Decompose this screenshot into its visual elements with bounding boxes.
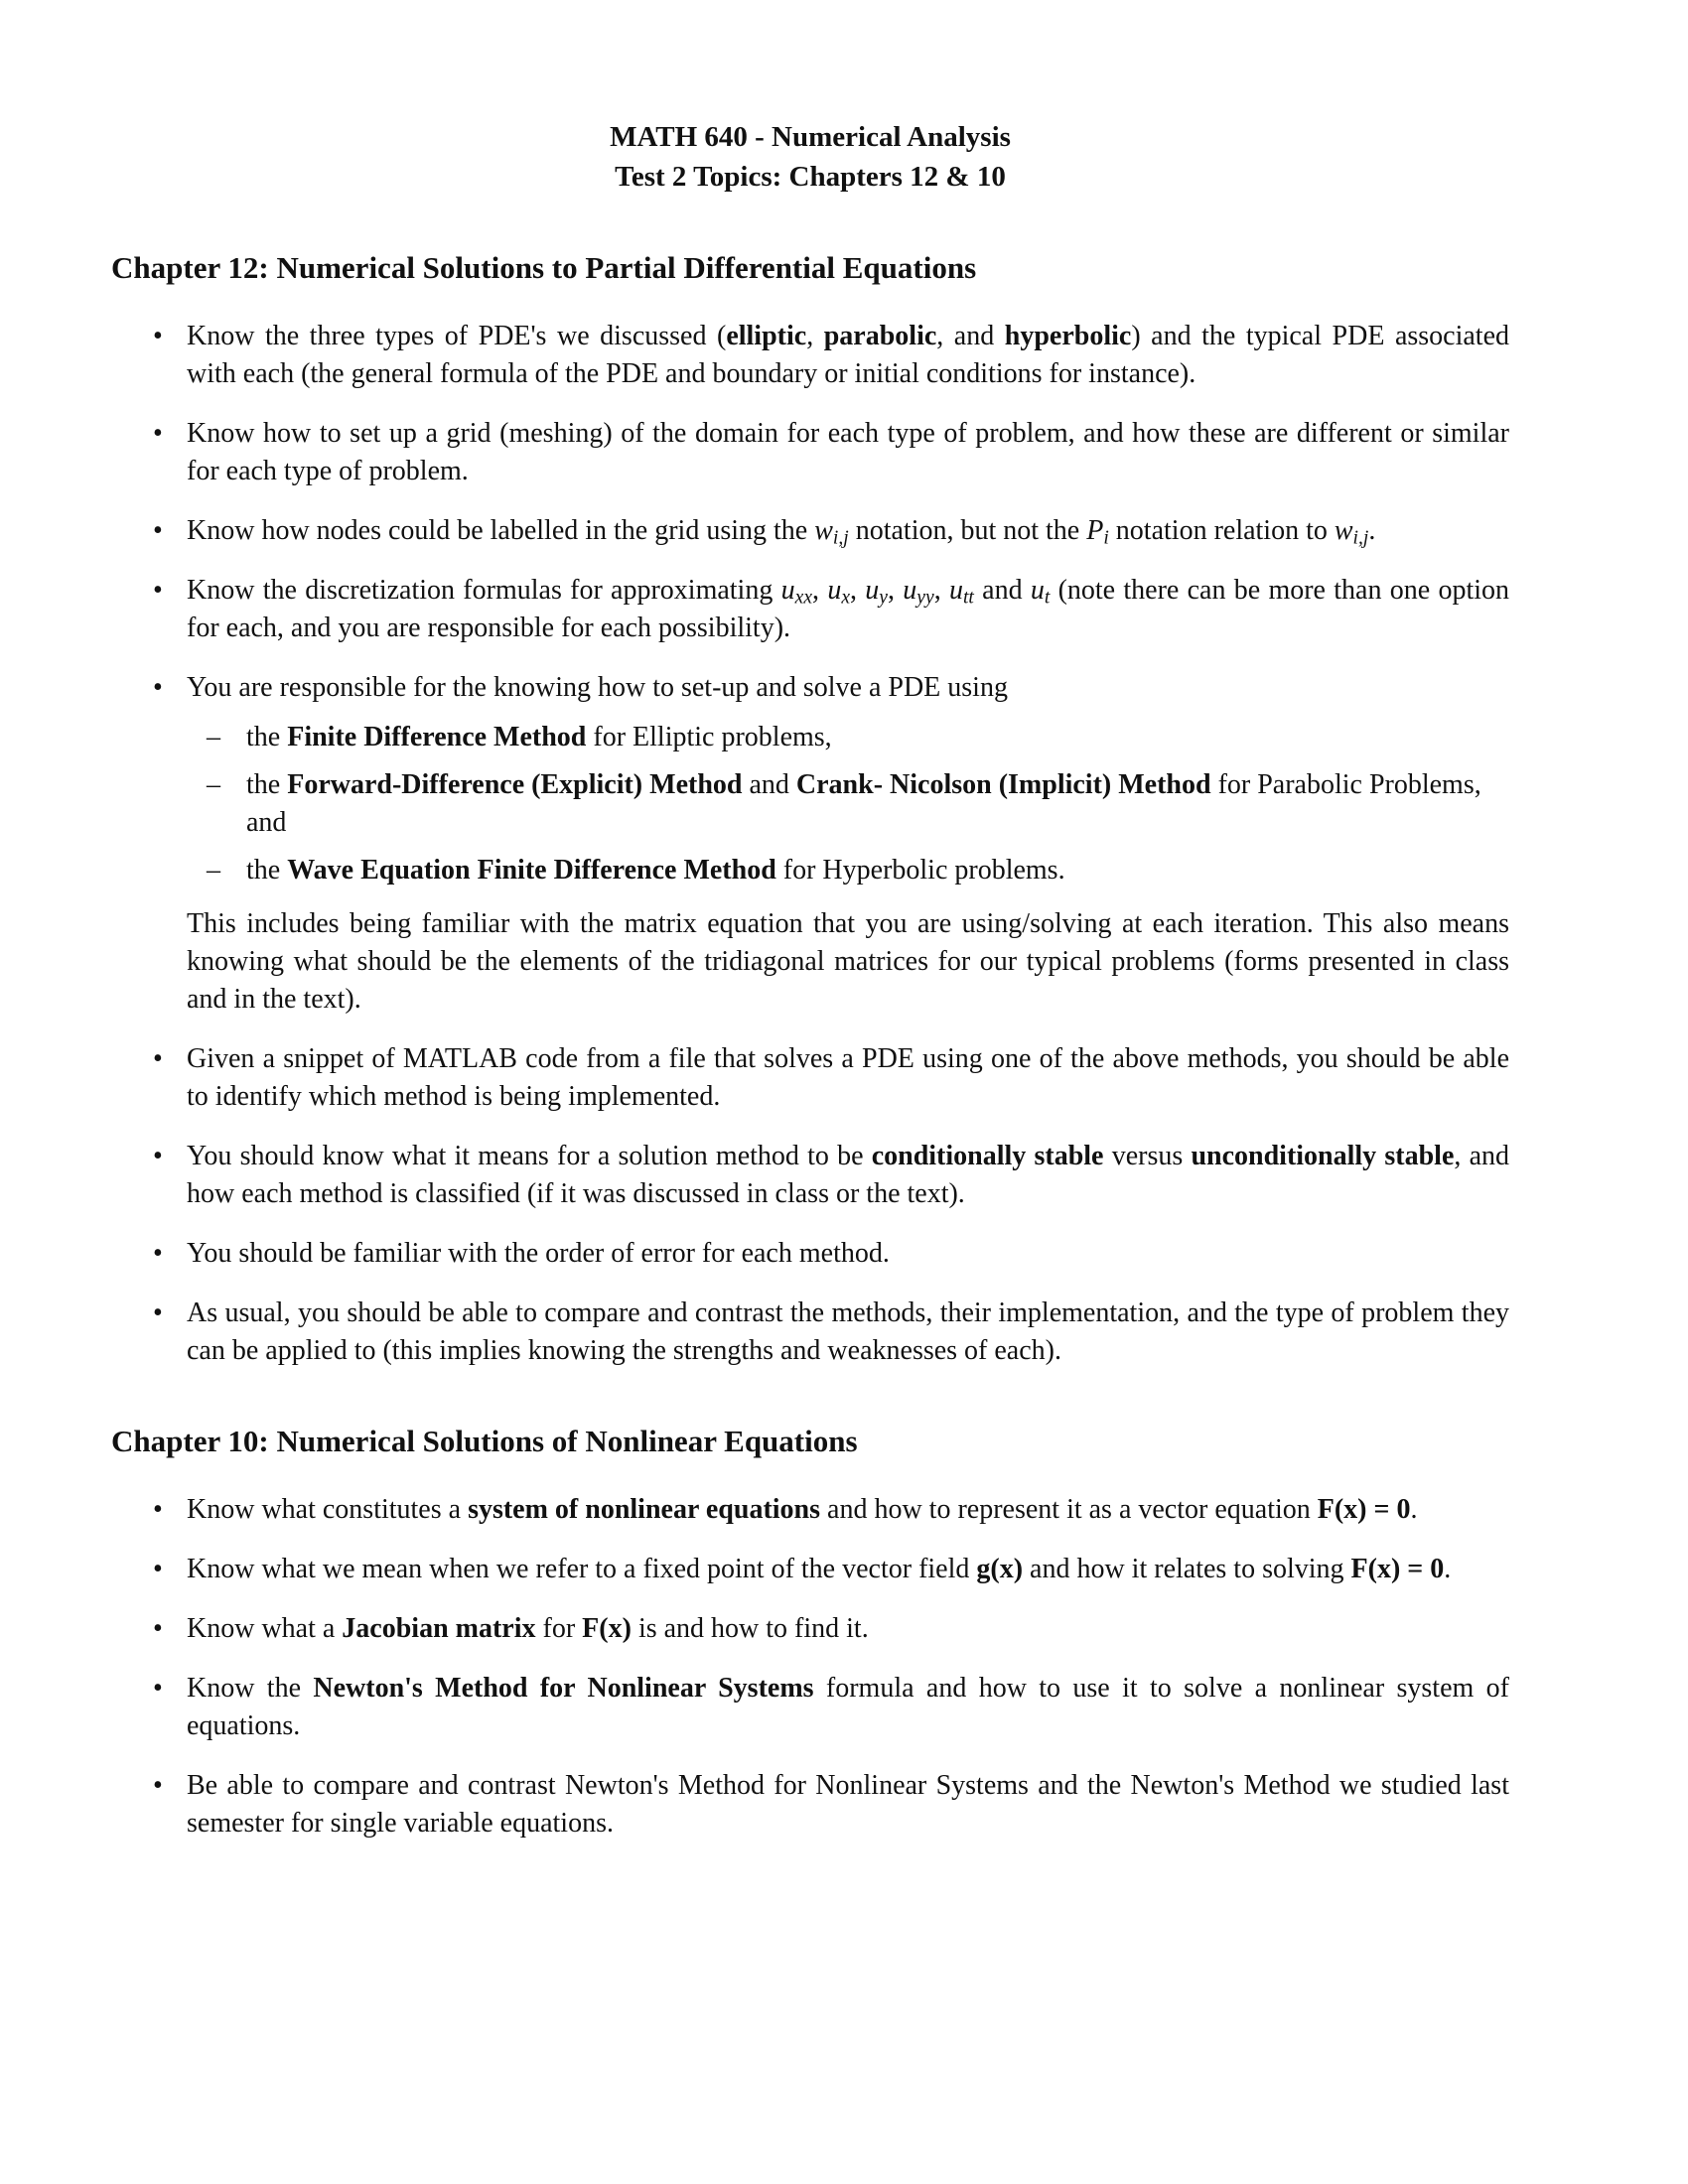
bullet-icon: • <box>153 1238 163 1269</box>
text-run: Know how nodes could be labelled in the grid using the <box>187 515 815 546</box>
text-run: elliptic <box>726 321 807 351</box>
text-run: . <box>1410 1494 1418 1525</box>
topic-item <box>111 1040 1509 1116</box>
text-run: hyperbolic <box>1004 321 1132 351</box>
topic-item <box>111 669 1509 1019</box>
text-run: Wave Equation Finite Difference Method <box>287 855 776 886</box>
topic-item <box>111 1295 1509 1370</box>
text-run: F(x) = 0 <box>1350 1554 1445 1584</box>
text-run: xx <box>794 587 813 609</box>
text-run: for Elliptic problems, <box>586 722 832 752</box>
text-run: , <box>850 575 866 606</box>
text-run: Crank- Nicolson (Implicit) Method <box>795 769 1211 800</box>
text-run: i,j <box>832 527 849 549</box>
text-run: , <box>812 575 828 606</box>
bullet-icon: • <box>153 1613 163 1644</box>
text-run: g(x) <box>976 1554 1024 1584</box>
text-run: y <box>879 587 888 609</box>
section-heading: Chapter 12: Numerical Solutions to Partial Differential Equations <box>111 250 977 285</box>
text-run: u <box>948 575 963 606</box>
topic-text <box>187 669 1509 707</box>
bullet-icon: • <box>153 1141 163 1171</box>
topic-item <box>111 512 1509 550</box>
text-run: As usual, you should be able to compare and contrast the methods, their implementation, and the type of problem they can be applied to (this implies knowing the strengths and weaknesses of each). <box>187 1297 1509 1366</box>
topic-text <box>187 1138 1509 1213</box>
bullet-icon: • <box>153 1297 163 1328</box>
topic-item <box>111 1138 1509 1213</box>
text-run: You should know what it means for a solution method to be <box>187 1141 872 1171</box>
text-run: Finite Difference Method <box>287 722 587 752</box>
text-run: You should be familiar with the order of error for each method. <box>187 1238 890 1269</box>
subtopic-item <box>187 852 1509 889</box>
text-run: notation relation to <box>1108 515 1335 546</box>
dash-icon: – <box>207 769 220 800</box>
text-run: for Hyperbolic problems. <box>775 855 1065 886</box>
text-run: Know what a <box>187 1613 343 1644</box>
text-run: , and how each method is classified (if it was discussed in class or the text). <box>187 1141 1510 1209</box>
text-run: u <box>1030 575 1045 606</box>
text-run: and how it relates to solving <box>1023 1554 1351 1584</box>
topic-item <box>111 1551 1509 1588</box>
text-run: u <box>903 575 917 606</box>
text-run: versus <box>1103 1141 1192 1171</box>
text-run: u <box>780 575 795 606</box>
text-run: w <box>1334 515 1353 546</box>
document-title-line-1: MATH 640 - Numerical Analysis <box>610 121 1011 153</box>
text-run: the <box>246 855 288 886</box>
text-run: parabolic <box>823 321 937 351</box>
section-heading: Chapter 10: Numerical Solutions of Nonlinear Equations <box>111 1424 858 1458</box>
subtopic-list <box>187 719 1509 889</box>
text-run: conditionally stable <box>871 1141 1104 1171</box>
document-body <box>111 248 1509 1843</box>
text-run: , <box>888 575 904 606</box>
text-run: Given a snippet of MATLAB code from a file that solves a PDE using one of the above methods, you should be able to identify which method is being implemented. <box>187 1043 1509 1112</box>
text-run: Know what we mean when we refer to a fixed point of the vector field <box>187 1554 977 1584</box>
topic-text <box>187 512 1509 550</box>
topic-list <box>111 1491 1509 1843</box>
text-run: notation, but not the <box>848 515 1087 546</box>
topic-text <box>187 1235 1509 1273</box>
text-run: tt <box>962 587 974 609</box>
text-run: u <box>865 575 880 606</box>
text-run: w <box>814 515 833 546</box>
text-run: i,j <box>1352 527 1369 549</box>
subtopic-text <box>246 766 1509 842</box>
text-run: Know the discretization formulas for approximating <box>187 575 781 606</box>
subtopic-item <box>187 719 1509 756</box>
subtopic-text <box>246 852 1509 889</box>
text-run: Know what constitutes a <box>187 1494 469 1525</box>
topic-text <box>187 1767 1509 1843</box>
topic-list <box>111 318 1509 1370</box>
topic-item <box>111 1767 1509 1843</box>
bullet-icon: • <box>153 1770 163 1801</box>
topic-item <box>111 572 1509 647</box>
text-run: Jacobian matrix <box>342 1613 536 1644</box>
topic-item <box>111 318 1509 393</box>
dash-icon: – <box>207 855 220 886</box>
text-run: u <box>827 575 842 606</box>
text-run: the <box>246 722 288 752</box>
text-run: and <box>742 769 796 800</box>
text-run: x <box>841 587 851 609</box>
topic-text <box>187 415 1509 490</box>
document-header <box>111 117 1509 197</box>
topic-item <box>111 1610 1509 1648</box>
text-run: Newton's Method for Nonlinear Systems <box>313 1673 814 1704</box>
text-run: i <box>1103 527 1109 549</box>
text-run: Be able to compare and contrast Newton's Method for Nonlinear Systems and the Newton's Method we studied last semester for single variable equations. <box>187 1770 1509 1839</box>
text-run: F(x) <box>582 1613 632 1644</box>
text-run: formula and how to use it to solve a nonlinear system of equations. <box>187 1673 1509 1741</box>
bullet-icon: • <box>153 1494 163 1525</box>
text-run: and <box>973 575 1031 606</box>
bullet-icon: • <box>153 321 163 351</box>
bullet-icon: • <box>153 418 163 449</box>
topic-text <box>187 1551 1509 1588</box>
subtopic-text <box>246 719 1509 756</box>
continuation-text <box>187 905 1509 1019</box>
bullet-icon: • <box>153 1554 163 1584</box>
topic-text <box>187 1491 1509 1529</box>
text-run: Know how to set up a grid (meshing) of the domain for each type of problem, and how these are different or similar for each type of problem. <box>187 418 1509 486</box>
text-run: system of nonlinear equations <box>468 1494 821 1525</box>
text-run: Forward-Difference (Explicit) Method <box>287 769 743 800</box>
dash-icon: – <box>207 722 220 752</box>
bullet-icon: • <box>153 515 163 546</box>
text-run: for Parabolic Problems, and <box>246 769 1481 838</box>
topic-item <box>111 1670 1509 1745</box>
text-run: is and how to find it. <box>631 1613 869 1644</box>
text-run: , <box>806 321 824 351</box>
bullet-icon: • <box>153 575 163 606</box>
text-run: (note there can be more than one option for each, and you are responsible for each possibility). <box>187 575 1510 643</box>
document-title-line-2: Test 2 Topics: Chapters 12 & 10 <box>615 161 1006 193</box>
text-run: unconditionally stable <box>1191 1141 1455 1171</box>
topic-text <box>187 1670 1509 1745</box>
text-run: t <box>1044 587 1051 609</box>
text-run: . <box>1368 515 1376 546</box>
text-run: You are responsible for the knowing how to set-up and solve a PDE using <box>187 672 1008 703</box>
text-run: the <box>246 769 288 800</box>
topic-text <box>187 318 1509 393</box>
bullet-icon: • <box>153 672 163 703</box>
bullet-icon: • <box>153 1673 163 1704</box>
topic-text <box>187 1610 1509 1648</box>
topic-text <box>187 1040 1509 1116</box>
text-run: Know the three types of PDE's we discussed ( <box>187 321 727 351</box>
text-run: F(x) = 0 <box>1317 1494 1411 1525</box>
subtopic-item <box>187 766 1509 842</box>
topic-item <box>111 1235 1509 1273</box>
text-run: This includes being familiar with the matrix equation that you are using/solving at each iteration. This also means knowing what should be the elements of the tridiagonal matrices for our typical problems (forms presented in class and in the text). <box>187 908 1509 1015</box>
text-run: for <box>535 1613 583 1644</box>
topic-text <box>187 1295 1509 1370</box>
text-run: ) and the typical PDE associated with each (the general formula of the PDE and boundary or initial conditions for instance). <box>187 321 1510 389</box>
text-run: Know the <box>187 1673 314 1704</box>
bullet-icon: • <box>153 1043 163 1074</box>
text-run: , <box>933 575 949 606</box>
topic-item <box>111 1491 1509 1529</box>
text-run: yy <box>916 587 934 609</box>
text-run: , and <box>936 321 1005 351</box>
text-run: and how to represent it as a vector equation <box>820 1494 1318 1525</box>
text-run: P <box>1086 515 1104 546</box>
text-run: . <box>1444 1554 1452 1584</box>
topic-item <box>111 415 1509 490</box>
topic-text <box>187 572 1509 647</box>
